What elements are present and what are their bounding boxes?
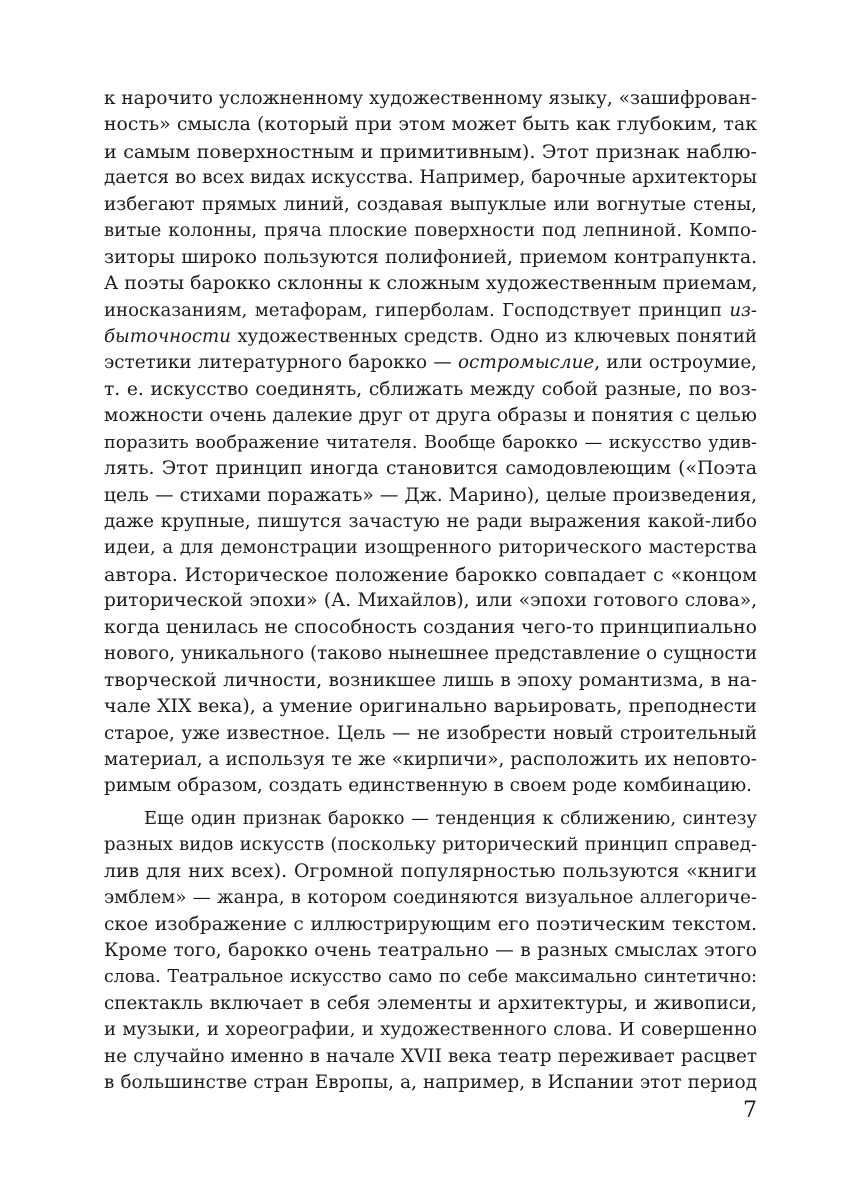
text-run: , или остроумие, [594,352,757,374]
text-line: лив для них всех). Огромной популярностью пользуются «книги [104,860,757,882]
text-line: лять. Этот принцип иногда становится самодовлеющим («Поэта [104,458,757,480]
italic-term: из- [729,299,757,321]
text-line: творческой личности, возникшее лишь в эпоху романтизма, в на- [104,669,757,691]
text-line: и музыки, и хореографии, и художественного слова. И совершенно [104,1019,757,1041]
text-line: ность» смысла (который при этом может быть как глубоким, так [104,114,757,136]
text-line: материал, а используя те же «кирпичи», расположить их неповто- [104,748,757,770]
text-line [104,350,757,376]
paragraph-1 [104,86,757,800]
page-number: 7 [743,1098,757,1123]
text-line: можности очень далекие друг от друга образы и понятия с целью [104,405,757,427]
paragraph-2 [104,806,757,1097]
text-line: Еще один признак барокко — тенденция к сближению, синтезу [144,807,757,829]
text-line: идеи, а для демонстрации изощренного риторического мастерства [104,537,757,559]
text-line: поразить воображение читателя. Вообще барокко — искусство удив- [104,432,757,453]
text-run: иносказаниям, метафорам, гиперболам. Господствует принцип [104,299,730,321]
text-line [104,298,757,324]
text-line: разных видов искусств (поскольку риторический принцип справед- [104,834,757,856]
text-line: цель — стихами поражать» — Дж. Марино), целые произведения, [104,484,757,506]
text-line: автора. Историческое положение барокко совпадает с «концом [104,562,757,586]
italic-term: остромыслие [458,352,595,374]
text-line: эмблем» — жанра, в котором соединяются визуальное аллегориче- [104,887,757,909]
text-line: избегают прямых линий, создавая выпуклые или вогнутые стены, [104,193,757,215]
text-line [104,324,757,350]
text-line: и самым поверхностным и примитивным). Этот признак наблю- [104,139,757,163]
text-line: когда ценилась не способность создания чего-то принципиально [104,616,757,638]
text-line: т. е. искусство соединять, сближать между собой разные, по воз- [104,378,757,400]
text-line: в большинстве стран Европы, а, например, в Испании этот период [104,1072,757,1094]
text-line: к нарочито усложненному художественному языку, «зашифрован- [104,88,757,109]
text-run: эстетики литературного барокко — [104,352,458,374]
text-line: даже крупные, пишутся зачастую не ради выражения какой-либо [104,511,757,532]
text-line: римым образом, создать единственную в своем роде комбинацию. [104,775,753,797]
text-line: не случайно именно в начале XVII века театр переживает расцвет [104,1045,757,1067]
text-line: чале XIX века), а умение оригинально варьировать, преподнести [104,696,757,718]
text-line: риторической эпохи» (А. Михайлов), или «эпохи готового слова», [104,590,757,612]
text-line: спектакль включает в себя элементы и архитектуры, и живописи, [104,992,757,1014]
text-line: слова. Театральное искусство само по себе максимально синтетично: [104,967,757,988]
italic-term: быточности [104,325,231,347]
text-line: Кроме того, барокко очень театрально — в разных смыслах этого [104,940,757,961]
text-run: художественных средств. Одно из ключевых понятий [230,325,757,347]
body-text [104,86,757,1097]
text-line: витые колонны, пряча плоские поверхности под лепниной. Компо- [104,220,757,242]
text-line: дается во всех видах искусства. Например, барочные архитекторы [104,167,757,189]
text-line: зиторы широко пользуются полифонией, приемом контрапункта. [104,246,757,268]
text-line: А поэты барокко склонны к сложным художественным приемам, [104,273,757,295]
text-line: старое, уже известное. Цель — не изобрести новый строительный [104,722,757,744]
text-line: ское изображение с иллюстрирующим его поэтическим текстом. [104,913,757,935]
text-line: нового, уникального (таково нынешнее представление о сущности [104,643,757,665]
